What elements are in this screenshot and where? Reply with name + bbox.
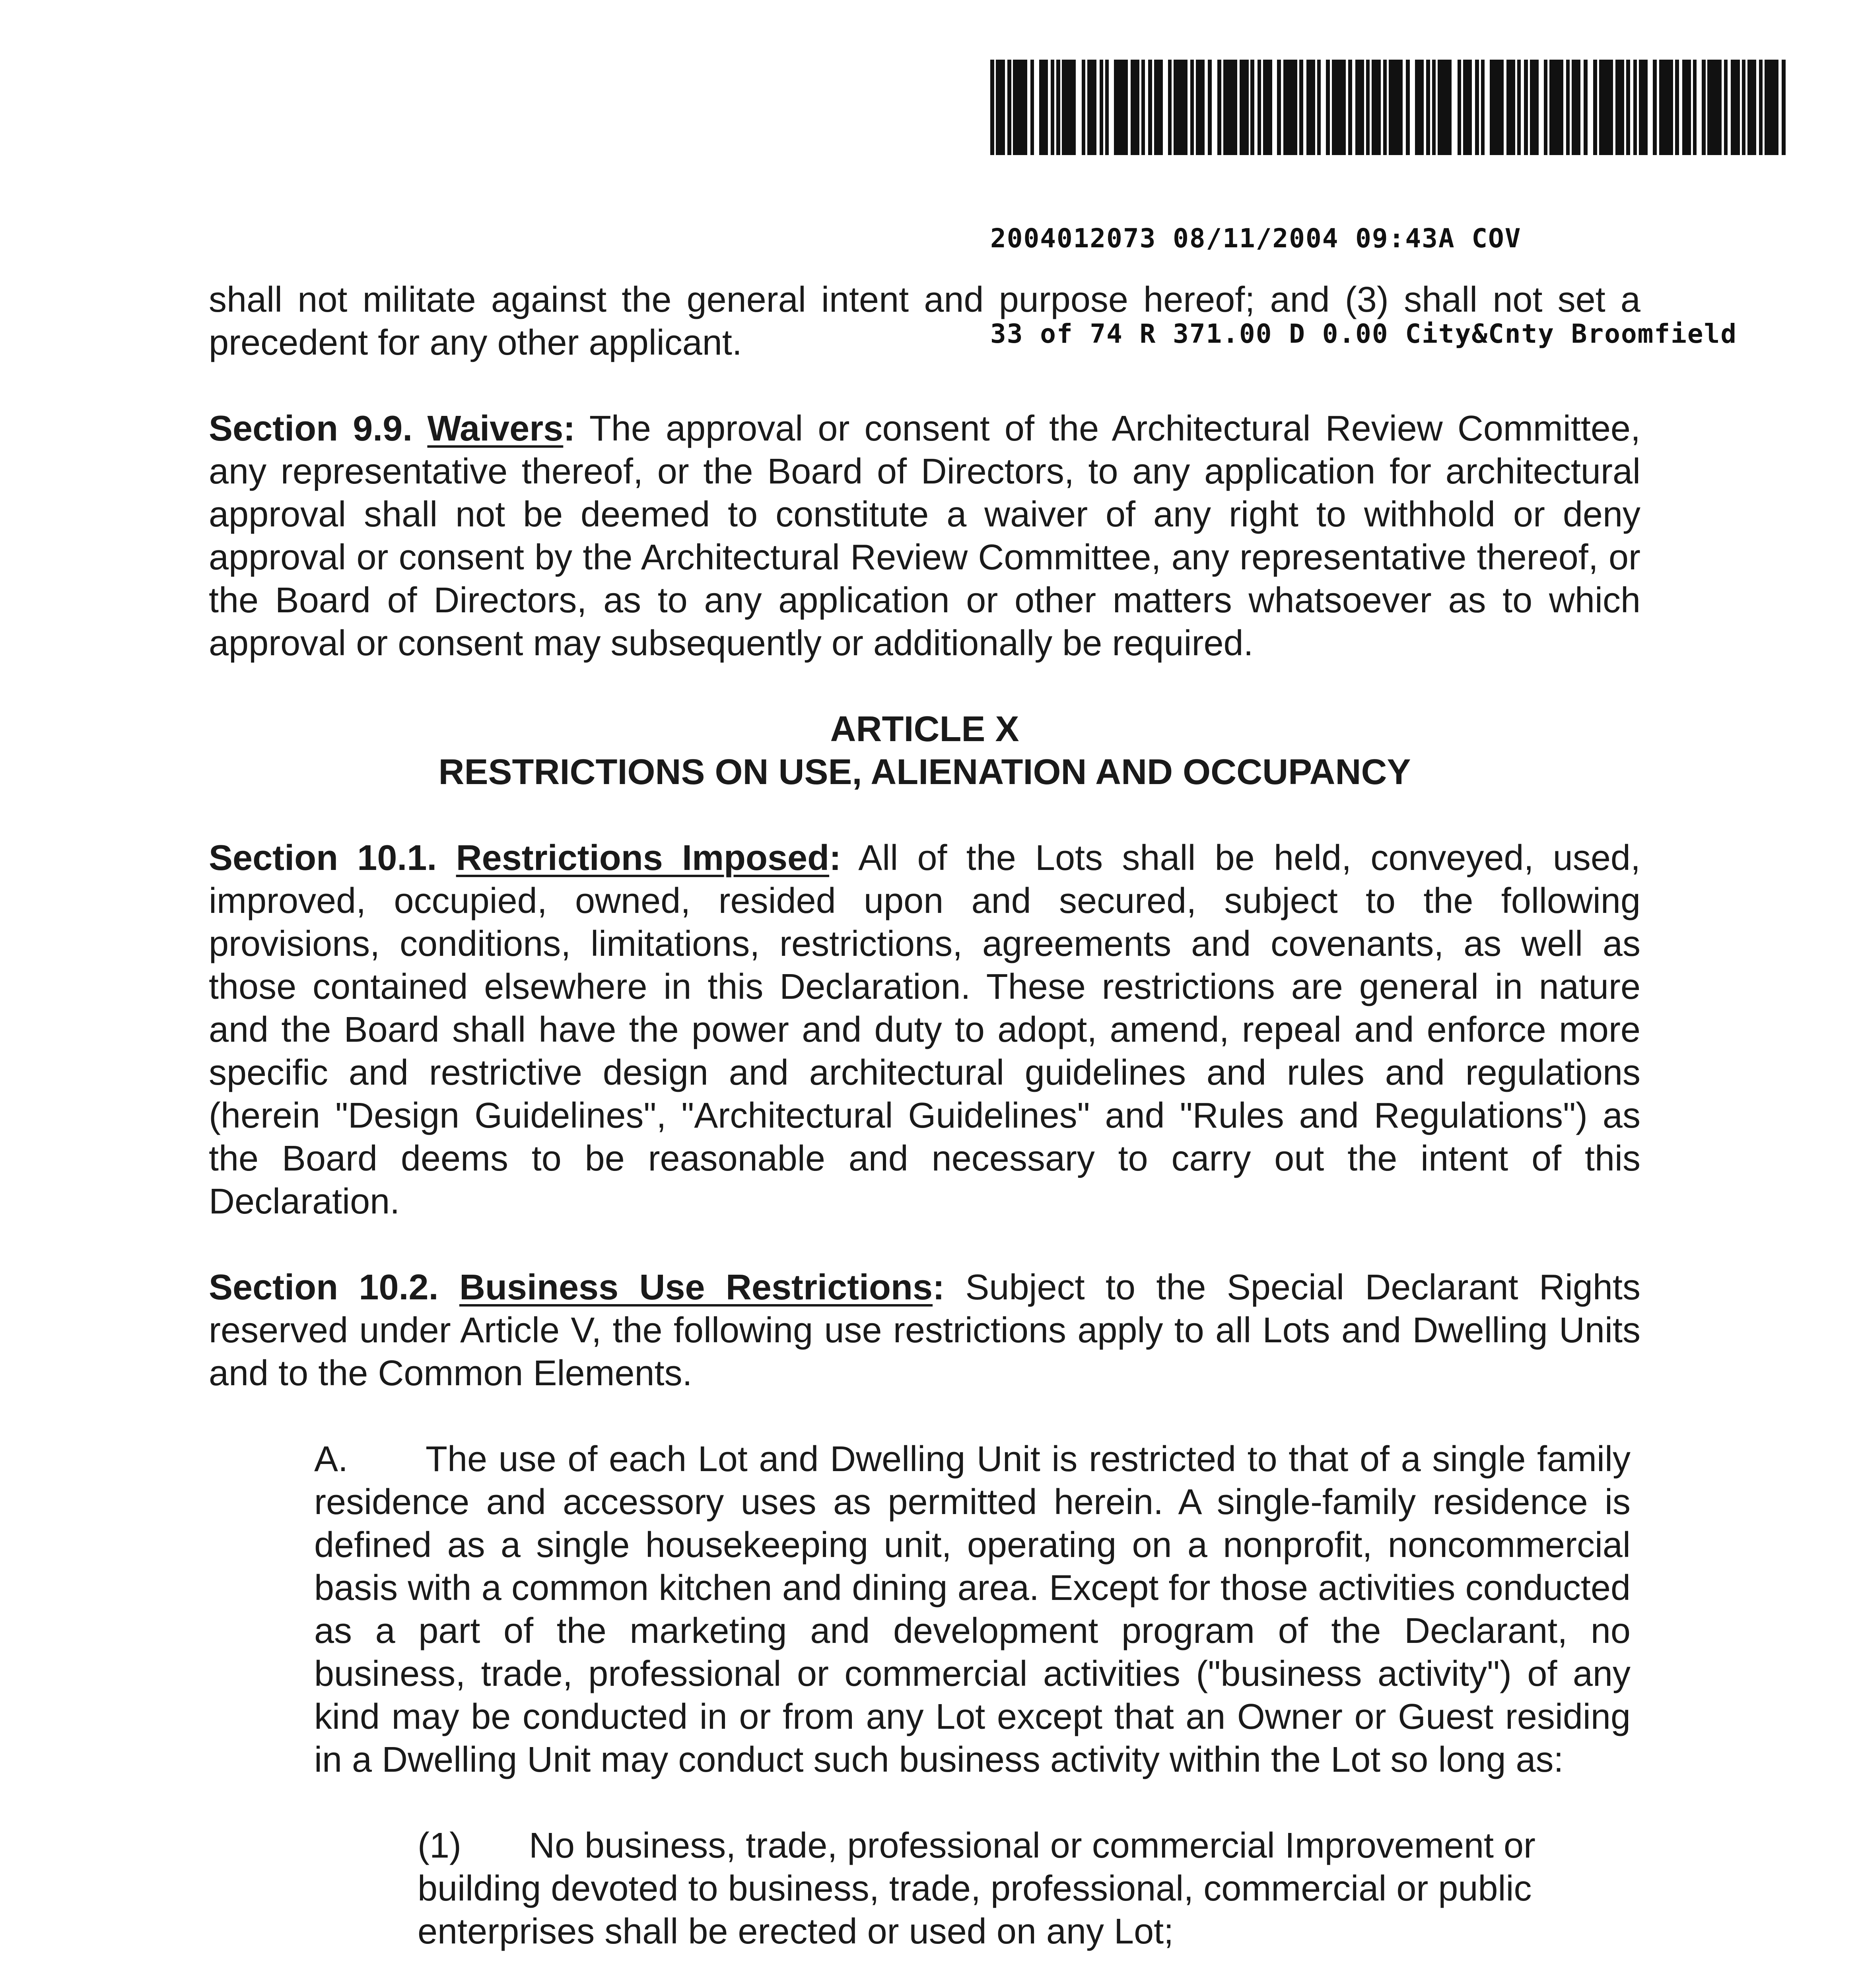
barcode-bar <box>1452 60 1457 155</box>
barcode-bar <box>1190 60 1194 155</box>
recording-line-1: 2004012073 08/11/2004 09:43A COV <box>990 223 1522 254</box>
barcode-bar <box>1481 60 1485 155</box>
barcode-bar <box>1321 60 1326 155</box>
barcode-bar <box>1062 60 1076 155</box>
barcode-bar <box>1131 60 1139 155</box>
barcode-bar <box>1034 60 1039 155</box>
barcode-bar <box>1524 60 1528 155</box>
item-a-paragraph <box>314 1438 1631 1781</box>
intro-paragraph: shall not militate against the general intent and purpose hereof; and (3) shall not set a precedent for any other applicant. <box>209 280 1640 363</box>
barcode-bar <box>1490 60 1504 155</box>
barcode-bar <box>1572 60 1580 155</box>
barcode-bar <box>1208 60 1212 155</box>
barcode-bar <box>1223 60 1237 155</box>
barcode-bar <box>1517 60 1521 155</box>
barcode-bar <box>1530 60 1539 155</box>
barcode-bar <box>1458 60 1462 155</box>
barcode-bar <box>1366 60 1370 155</box>
barcode-bar <box>1707 60 1721 155</box>
section-9-9-colon: : <box>563 409 575 448</box>
barcode-bar <box>1076 60 1081 155</box>
article-number: ARTICLE X <box>830 709 1019 749</box>
barcode-bar <box>1438 60 1452 155</box>
section-10-2-number: Section 10.2. <box>209 1268 439 1307</box>
barcode-bar <box>1303 60 1306 155</box>
barcode-bar <box>1332 60 1346 155</box>
barcode-bar <box>1475 60 1479 155</box>
barcode-bar <box>1472 60 1475 155</box>
barcode-bar <box>1765 60 1778 155</box>
barcode-bar <box>1521 60 1524 155</box>
barcode-bar <box>1630 60 1633 155</box>
barcode-bar <box>1372 60 1380 155</box>
section-10-2-colon: : <box>933 1268 945 1307</box>
barcode-bar <box>1277 60 1281 155</box>
barcode-bar <box>1217 60 1221 155</box>
barcode-bar <box>1675 60 1679 155</box>
barcode-bar <box>990 60 994 155</box>
section-10-1-colon: : <box>829 838 842 878</box>
section-10-2-text: Subject to the Special Declarant Rights reserved under Article V, the following use restrictions apply to all Lots and Dwelling Units and to the Common Elements. <box>209 1268 1640 1393</box>
barcode-bar <box>1633 60 1637 155</box>
barcode-bar <box>1196 60 1205 155</box>
barcode-bar <box>1679 60 1682 155</box>
barcode-bar <box>1599 60 1613 155</box>
document-body <box>209 278 1640 1988</box>
barcode-bar <box>1406 60 1410 155</box>
barcode-bar <box>1013 60 1027 155</box>
barcode-bar <box>1306 60 1315 155</box>
barcode-bar <box>1114 60 1128 155</box>
article-heading <box>209 708 1640 794</box>
barcode-bar <box>1317 60 1321 155</box>
barcode-bar <box>1348 60 1352 155</box>
barcode-bar <box>1096 60 1100 155</box>
barcode-bar <box>1030 60 1034 155</box>
barcode-bar <box>1747 60 1756 155</box>
barcode-bar <box>1580 60 1584 155</box>
sub-item-1-text: No business, trade, professional or commercial Improvement or building devoted to business, trade, professional, commercial or public enterprises shall be erected or used on any Lot; <box>418 1826 1536 1951</box>
recording-line-2: 33 of 74 R 371.00 D 0.00 City&Cnty Broomfield <box>990 318 1738 349</box>
barcode-bar <box>1648 60 1653 155</box>
barcode-bar <box>1403 60 1406 155</box>
barcode-bar <box>1257 60 1261 155</box>
barcode-bar <box>1731 60 1739 155</box>
barcode-bar <box>1326 60 1330 155</box>
barcode-bar <box>1410 60 1415 155</box>
section-9-9-paragraph <box>209 407 1640 665</box>
barcode-bar <box>1759 60 1763 155</box>
barcode-bar <box>1566 60 1570 155</box>
barcode-bar <box>1263 60 1272 155</box>
section-10-1-number: Section 10.1. <box>209 838 437 878</box>
barcode-bar <box>1463 60 1472 155</box>
section-10-1-text: All of the Lots shall be held, conveyed, used, improved, occupied, owned, resided upon and secured, subject to the following provisions, conditions, limitations, restrictions, agreements and covenants, as well as those contained elsewhere in this Declaration. These restrictions are general in nature and the Board shall have the power and duty to adopt, amend, repeal and enforce more specific and restrictive design and architectural guidelines and rules and regulations (herein "Design Guidelines", "Architectural Guidelines" and "Rules and Regulations") as the Board deems to be reasonable and necessary to carry out the intent of this Declaration. <box>209 838 1640 1221</box>
barcode-bar <box>1105 60 1109 155</box>
item-a-label: A. <box>314 1439 348 1479</box>
sub-item-1-label: (1) <box>418 1826 461 1866</box>
barcode-bar <box>1432 60 1436 155</box>
barcode-bar <box>1109 60 1114 155</box>
section-10-2-title: Business Use Restrictions <box>459 1268 933 1307</box>
barcode-bar <box>1728 60 1731 155</box>
barcode-bar <box>1352 60 1355 155</box>
barcode-bar <box>1100 60 1104 155</box>
barcode-bar <box>1272 60 1277 155</box>
barcode-bar <box>1240 60 1248 155</box>
barcode-bar <box>1584 60 1588 155</box>
barcode-bar <box>1082 60 1086 155</box>
section-10-1-paragraph <box>209 837 1640 1223</box>
barcode-bar <box>1145 60 1148 155</box>
barcode-bar <box>1212 60 1217 155</box>
barcode-bar <box>1593 60 1597 155</box>
barcode-bar <box>1506 60 1515 155</box>
section-9-9-number: Section 9.9. <box>209 409 413 448</box>
article-title: RESTRICTIONS ON USE, ALIENATION AND OCCUPANCY <box>438 752 1411 792</box>
barcode-bar <box>1626 60 1630 155</box>
barcode-bar <box>1056 60 1060 155</box>
barcode-bar <box>1168 60 1172 155</box>
barcode-bar <box>1426 60 1430 155</box>
barcode-bar <box>1007 60 1011 155</box>
item-a-text: The use of each Lot and Dwelling Unit is restricted to that of a single family residence and accessory uses as permitted herein. A single-family residence is defined as a single housekeeping unit, operating on a nonprofit, noncommercial basis with a common kitchen and dining area. Except for those activities conducted as a part of the marketing and development program of the Declarant, no business, trade, professional or commercial activities ("business activity") of any kind may be conducted in or from any Lot except that an Owner or Guest residing in a Dwelling Unit may conduct such business activity within the Lot so long as: <box>314 1439 1631 1780</box>
barcode-bar <box>1415 60 1424 155</box>
barcode-bar <box>996 60 1005 155</box>
barcode-bar <box>1485 60 1490 155</box>
barcode-bar <box>1250 60 1254 155</box>
barcode-bar <box>1051 60 1055 155</box>
barcode-bar <box>1087 60 1096 155</box>
section-9-9-title: Waivers <box>427 409 564 448</box>
sub-item-1-paragraph <box>418 1824 1623 1953</box>
barcode-bar <box>1659 60 1673 155</box>
barcode-bar <box>1742 60 1746 155</box>
barcode-bar <box>1148 60 1152 155</box>
barcode-bar <box>1383 60 1387 155</box>
section-10-1-title: Restrictions Imposed <box>456 838 830 878</box>
section-9-9-text: The approval or consent of the Architectural Review Committee, any representative thereof, or the Board of Directors, to any application for architectural approval shall not be deemed to constitute a waiver of any right to withhold or deny approval or consent by the Architectural Review Committee, any representative thereof, or the Board of Directors, as to any application or other matters whatsoever as to which approval or consent may subsequently or additionally be required. <box>209 409 1640 663</box>
barcode-bar <box>1697 60 1702 155</box>
barcode-bar <box>1615 60 1624 155</box>
barcode-bar <box>1539 60 1544 155</box>
barcode-bar <box>1549 60 1563 155</box>
barcode-bar <box>1141 60 1145 155</box>
barcode-bar <box>1027 60 1030 155</box>
barcode-bar <box>1389 60 1403 155</box>
barcode-bar <box>1205 60 1208 155</box>
barcode-bar <box>1653 60 1657 155</box>
barcode-bar <box>1154 60 1163 155</box>
barcode-bar <box>1588 60 1593 155</box>
barcode-bar <box>1283 60 1297 155</box>
barcode-bar <box>1299 60 1303 155</box>
barcode-bar <box>1682 60 1691 155</box>
barcode-bar <box>1544 60 1548 155</box>
recording-barcode <box>990 60 1786 155</box>
barcode-bar <box>1163 60 1168 155</box>
barcode-bar <box>1639 60 1648 155</box>
barcode-bar <box>1782 60 1786 155</box>
barcode-bar <box>1039 60 1048 155</box>
barcode-bar <box>1693 60 1697 155</box>
barcode-bar <box>1254 60 1257 155</box>
barcode-bar <box>1778 60 1782 155</box>
barcode-bar <box>1174 60 1188 155</box>
barcode-bar <box>1355 60 1364 155</box>
section-10-2-paragraph <box>209 1266 1640 1395</box>
barcode-bar <box>1724 60 1728 155</box>
barcode-bar <box>1702 60 1706 155</box>
